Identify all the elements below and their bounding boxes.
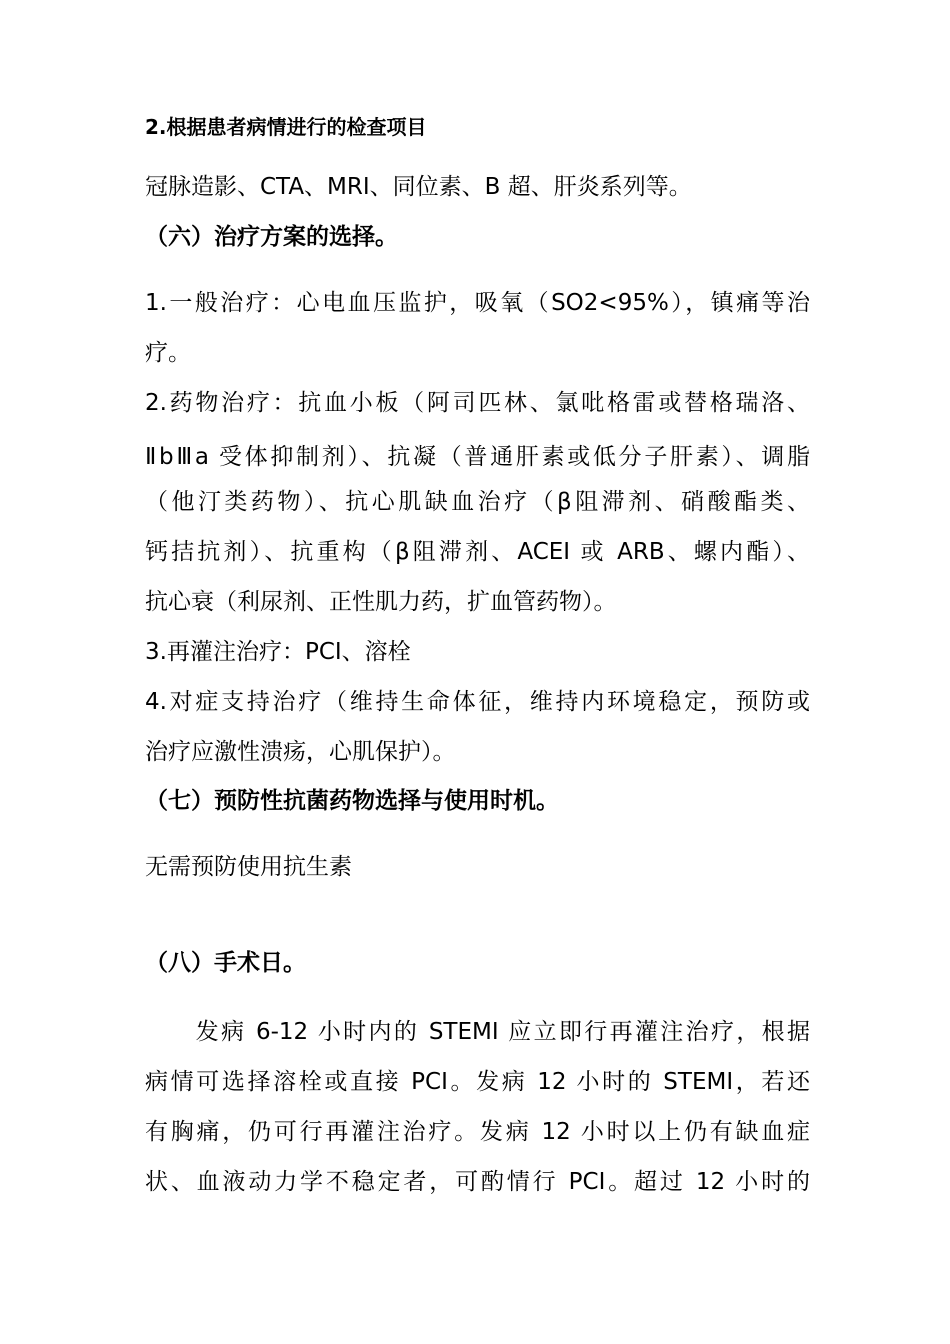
surgery-line: 状、血液动力学不稳定者，可酌情行 PCI。超过 12 小时的 — [145, 1169, 810, 1195]
antibiotic-body: 无需预防使用抗生素 — [145, 854, 352, 880]
surgery-line: 病情可选择溶栓或直接 PCI。发病 12 小时的 STEMI，若还 — [145, 1069, 810, 1095]
treatment-line: 4.对症支持治疗（维持生命体征，维持内环境稳定，预防或 — [145, 689, 810, 715]
treatment-line: 2.药物治疗：抗血小板（阿司匹林、氯吡格雷或替格瑞洛、 — [145, 390, 810, 416]
exam-body: 冠脉造影、CTA、MRI、同位素、B 超、肝炎系列等。 — [145, 174, 692, 200]
treatment-line: 1.一般治疗：心电血压监护，吸氧（SO2<95%），镇痛等治 — [145, 290, 810, 316]
antibiotic-heading: （七）预防性抗菌药物选择与使用时机。 — [145, 788, 559, 814]
surgery-heading: （八）手术日。 — [145, 950, 306, 976]
treatment-line: 疗。 — [145, 340, 191, 366]
treatment-line: （他汀类药物）、抗心肌缺血治疗（β阻滞剂、硝酸酯类、 — [145, 489, 810, 515]
exam-heading: 2.根据患者病情进行的检查项目 — [145, 115, 427, 139]
treatment-line: 治疗应激性溃疡，心肌保护）。 — [145, 739, 456, 765]
surgery-line: 有胸痛，仍可行再灌注治疗。发病 12 小时以上仍有缺血症 — [145, 1119, 810, 1145]
treatment-heading: （六）治疗方案的选择。 — [145, 224, 398, 250]
treatment-line: 钙拮抗剂）、抗重构（β阻滞剂、ACEI 或 ARB、螺内酯）、 — [145, 539, 810, 565]
treatment-line: 3.再灌注治疗：PCI、溶栓 — [145, 639, 411, 665]
surgery-line: 发病 6-12 小时内的 STEMI 应立即行再灌注治疗，根据 — [145, 1019, 810, 1045]
treatment-line: ⅡbⅢa 受体抑制剂）、抗凝（普通肝素或低分子肝素）、调脂 — [145, 444, 810, 470]
treatment-line: 抗心衰（利尿剂、正性肌力药，扩血管药物）。 — [145, 589, 617, 615]
